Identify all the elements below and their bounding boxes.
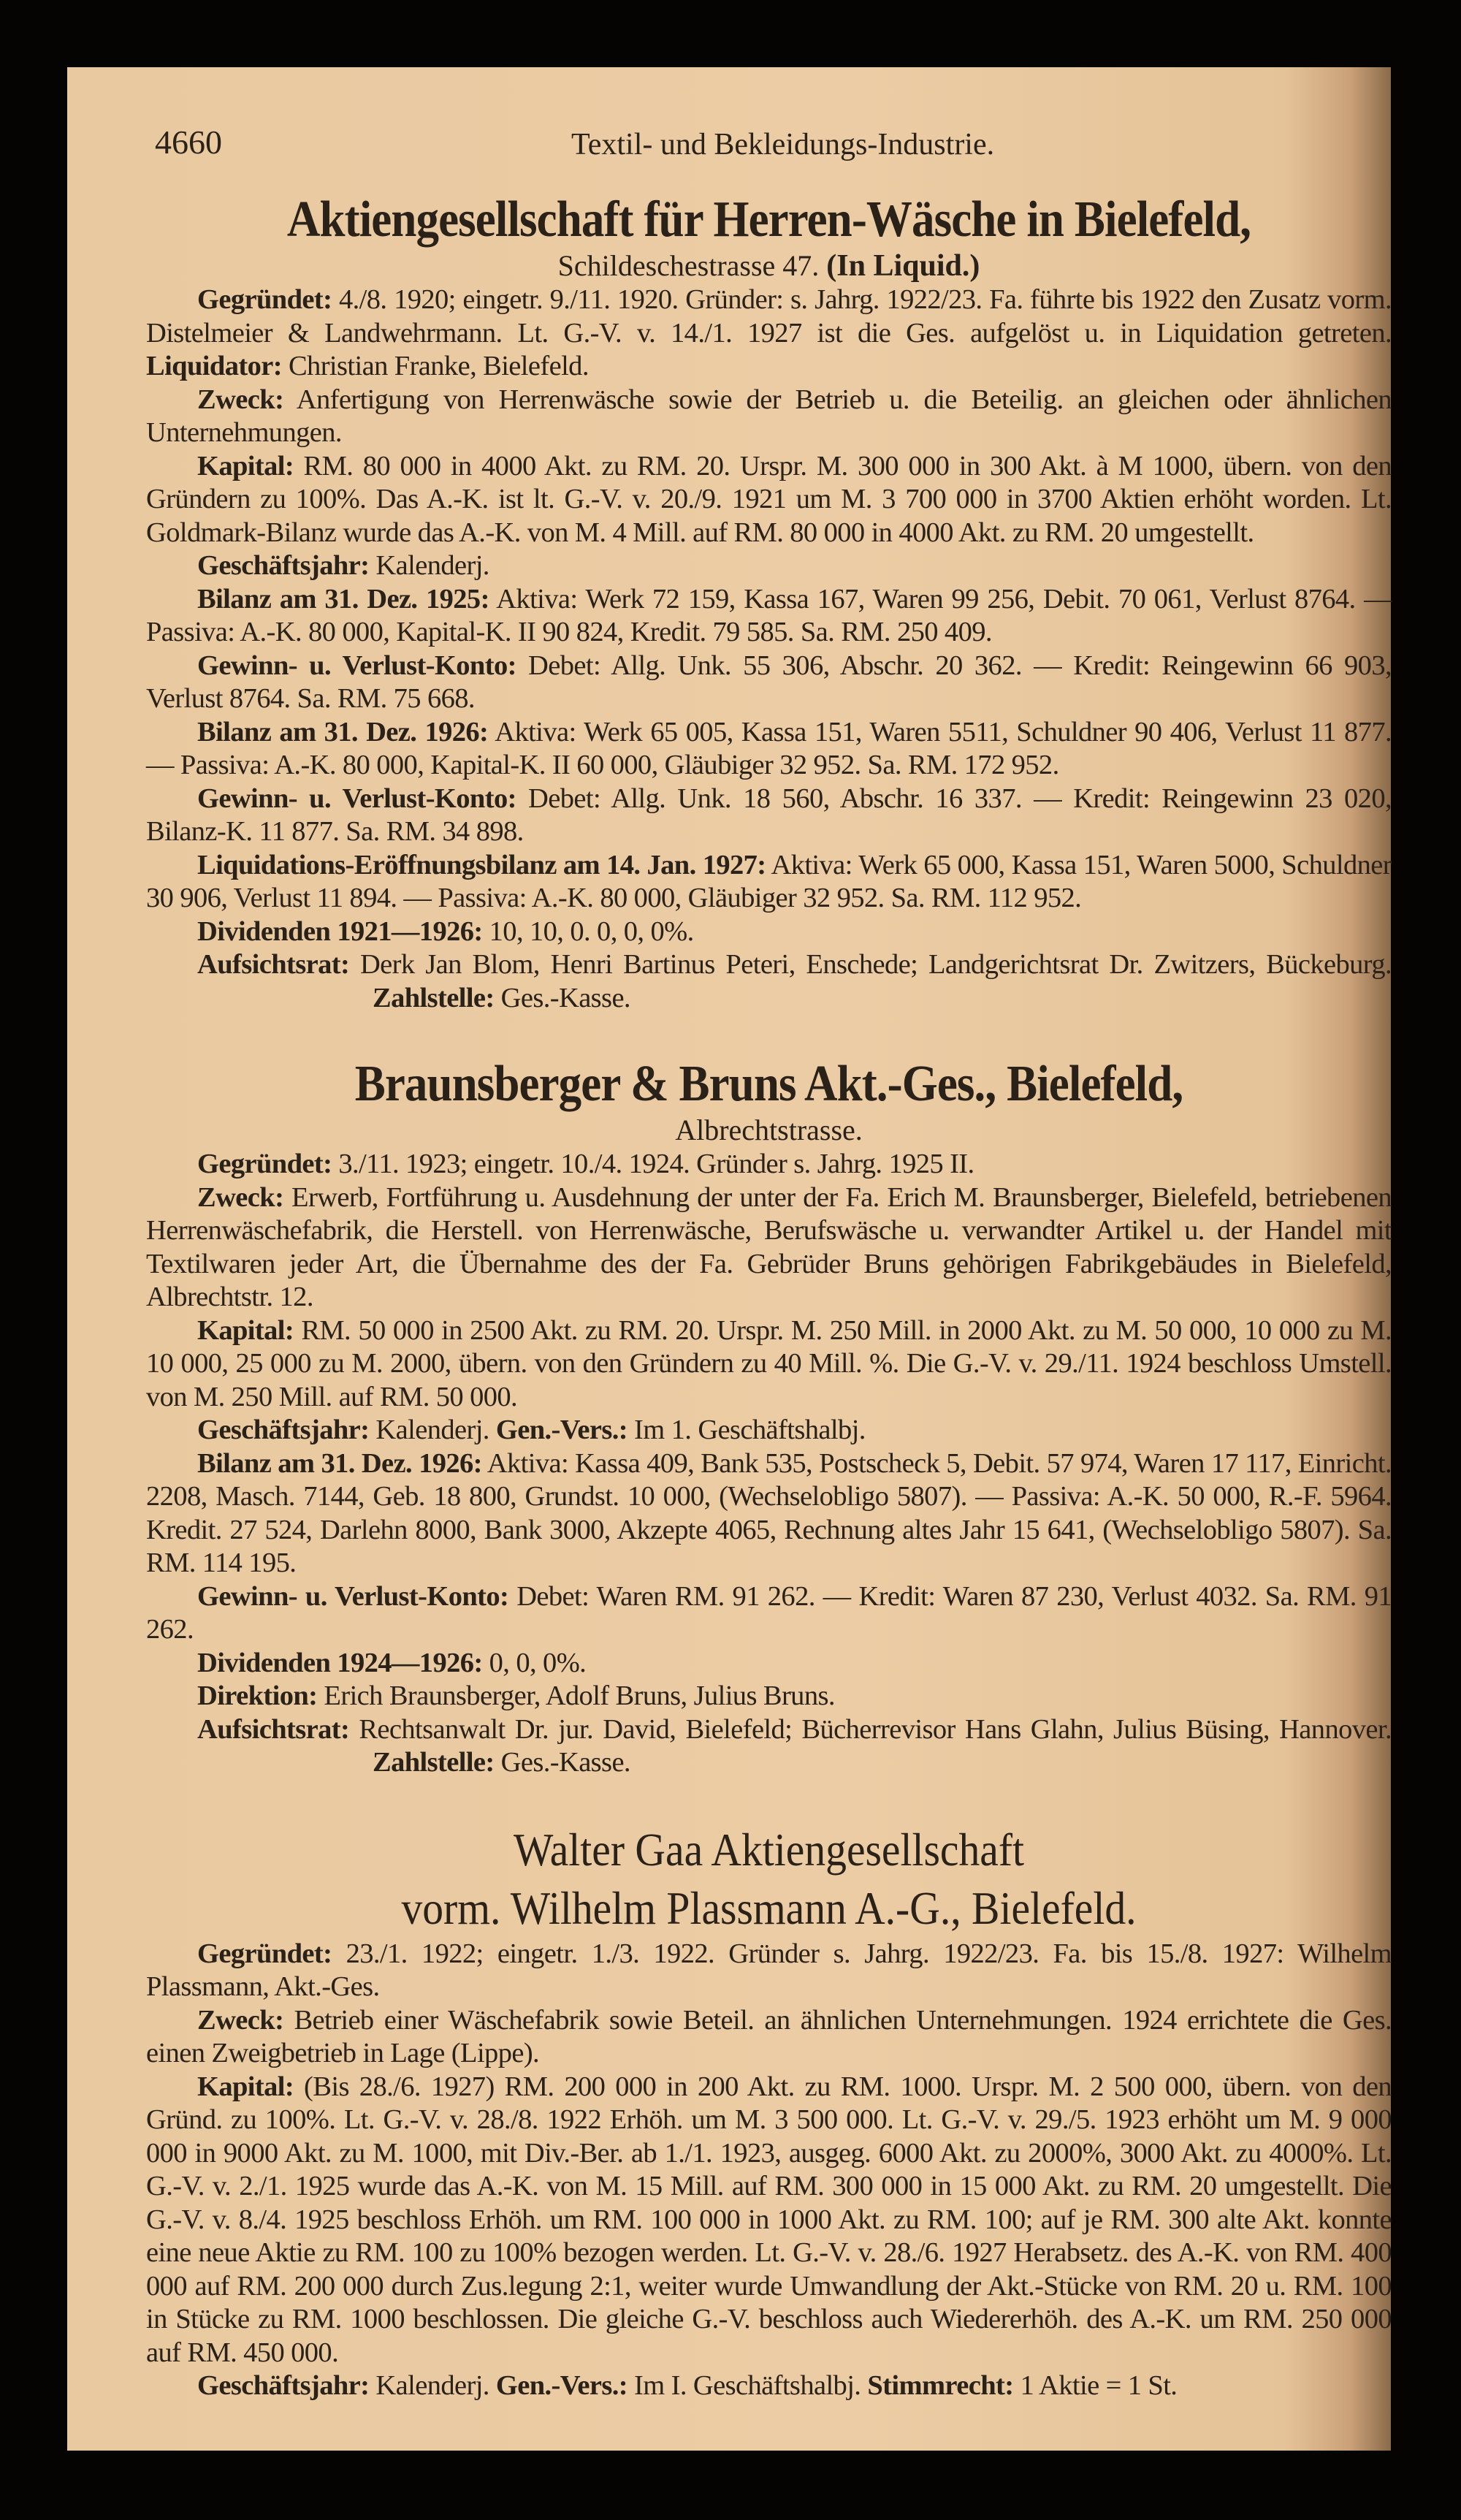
- paragraph-balance-1926: [146, 716, 1392, 783]
- label: Geschäftsjahr:: [197, 2370, 370, 2401]
- company-title: Walter Gaa Aktiengesellschaft: [513, 1823, 1025, 1876]
- text: Im 1. Geschäftshalbj.: [627, 1415, 866, 1445]
- label: Zweck:: [197, 384, 284, 415]
- label: Gegründet:: [197, 1938, 332, 1969]
- paragraph-balance-1925: [146, 583, 1392, 650]
- label: Gen.-Vers.:: [495, 2370, 628, 2401]
- text: Kalenderj.: [369, 2370, 496, 2401]
- text: 1 Aktie = 1 St.: [1013, 2370, 1178, 2401]
- company-entry-braunsberger-bruns: [146, 1056, 1392, 1780]
- text: Anfertigung von Herrenwäsche sowie der Betrieb u. die Beteilig. an gleichen oder ähnlichen Unternehmungen.: [146, 384, 1392, 448]
- company-title-line2: vorm. Wilhelm Plassmann A.-G., Bielefeld.: [401, 1881, 1137, 1934]
- label: Kapital:: [197, 450, 294, 481]
- label: Gegründet:: [197, 1149, 332, 1179]
- paragraph-founded: [146, 283, 1392, 384]
- company-entry-herren-waesche: [146, 191, 1392, 1015]
- text: 10, 10, 0. 0, 0, 0%.: [482, 916, 694, 947]
- label: Kapital:: [197, 2071, 294, 2102]
- company-entry-walter-gaa: [146, 1821, 1392, 2403]
- paragraph-capital: [146, 450, 1392, 550]
- label: Zahlstelle:: [373, 1747, 495, 1778]
- label: Direktion:: [197, 1680, 318, 1711]
- label: Zweck:: [197, 1181, 284, 1213]
- text: Erwerb, Fortführung u. Ausdehnung der unter der Fa. Erich M. Braunsberger, Bielefeld, betriebenen Herrenwäschefabrik, die Herstell. von Herrenwäsche, Berufswäsche u. verwandter Artikel u. der Handel mit Textilwaren jeder Art, die Übernahme des der Fa. Gebrüder Bruns gehörigen Fabrikgebäudes in Bielefeld, Albrechtstr. 12.: [146, 1181, 1392, 1312]
- text: Rechtsanwalt Dr. jur. David, Bielefeld; Bücherrevisor Hans Glahn, Julius Büsing, Hannover.: [349, 1713, 1392, 1745]
- text: 3./11. 1923; eingetr. 10./4. 1924. Gründer s. Jahrg. 1925 II.: [332, 1149, 974, 1179]
- text: Derk Jan Blom, Henri Bartinus Peteri, Enschede; Landgerichtsrat Dr. Zwitzers, Bückeburg.: [349, 949, 1392, 980]
- label: Aufsichtsrat:: [197, 1713, 350, 1745]
- text: 23./1. 1922; eingetr. 1./3. 1922. Gründer s. Jahrg. 1922/23. Fa. bis 15./8. 1927: Wilhelm Plassmann, Akt.-Ges.: [146, 1938, 1392, 2002]
- text: (Bis 28./6. 1927) RM. 200 000 in 200 Akt. zu RM. 1000. Urspr. M. 2 500 000, übern. von den Gründ. zu 100%. Lt. G.-V. v. 28./8. 1922 Erhöh. um M. 3 500 000. Lt. G.-V. v. 29./5. 1923 erhöht um M. 9 000 000 in 9000 Akt. zu M. 1000, mit Div.-Ber. ab 1./1. 1923, ausgeg. 6000 Akt. zu 2000%, 3000 Akt. zu 4000%. Lt. G.-V. v. 2./1. 1925 wurde das A.-K. von M. 15 Mill. auf RM. 300 000 in 15 000 Akt. zu RM. 20 umgestellt. Die G.-V. v. 8./4. 1925 beschloss Erhöh. um RM. 100 000 in 1000 Akt. zu RM. 100; auf je RM. 300 alte Akt. konnte eine neue Aktie zu RM. 100 zu 100% bezogen werden. Lt. G.-V. v. 28./6. 1927 Herabsetz. des A.-K. von RM. 400 000 auf RM. 200 000 durch Zus.legung 2:1, weiter wurde Umwandlung der Akt.-Stücke von RM. 20 u. RM. 100 in Stücke zu RM. 1000 beschlossen. Die gleiche G.-V. beschloss auch Wiedererhöh. des A.-K. um RM. 250 000 auf RM. 450 000.: [146, 2071, 1392, 2368]
- text: Ges.-Kasse.: [494, 982, 630, 1013]
- text: Aktiva: Werk 72 159, Kassa 167, Waren 99 256, Debit. 70 061, Verlust 8764. — Passiva: A.-K. 80 000, Kapital-K. II 90 824, Kredit. 79 585. Sa. RM. 250 409.: [146, 583, 1392, 647]
- text: Kalenderj.: [369, 550, 489, 581]
- address-text: Schildeschestrasse 47.: [557, 249, 820, 282]
- label: Gewinn- u. Verlust-Konto:: [197, 783, 516, 814]
- paragraph-dividends: [146, 916, 1392, 949]
- text: Aktiva: Werk 65 000, Kassa 151, Waren 5000, Schuldner 30 906, Verlust 11 894. — Passiva: A.-K. 80 000, Gläubiger 32 952. Sa. RM. 112 952.: [146, 849, 1392, 913]
- paragraph-liquidation-balance: [146, 849, 1392, 916]
- paragraph-capital: [146, 2071, 1392, 2370]
- paragraph-purpose: [146, 384, 1392, 450]
- company-address: [146, 248, 1392, 283]
- text: Aktiva: Werk 65 005, Kassa 151, Waren 5511, Schuldner 90 406, Verlust 11 877. — Passiva: A.-K. 80 000, Kapital-K. II 60 000, Gläubiger 32 952. Sa. RM. 172 952.: [146, 716, 1392, 780]
- paragraph-purpose: [146, 2004, 1392, 2071]
- paragraph-founded: [146, 1938, 1392, 2004]
- paragraph-pnl-1925: [146, 650, 1392, 716]
- paragraph-pnl: [146, 1580, 1392, 1647]
- paragraph-fiscal-year: [146, 549, 1392, 583]
- text: Aktiva: Kassa 409, Bank 535, Postscheck 5, Debit. 57 974, Waren 17 117, Einricht. 2208, Masch. 7144, Geb. 18 800, Grundst. 10 000, (Wechselobligo 5807). — Passiva: A.-K. 50 000, R.-F. 5964. Kredit. 27 524, Darlehn 8000, Bank 3000, Akzepte 4065, Rechnung altes Jahr 15 641, (Wechselobligo 5807). Sa. RM. 114 195.: [146, 1447, 1392, 1578]
- paragraph-pnl-1926: [146, 783, 1392, 849]
- paragraph-supervisory-board: [146, 948, 1392, 1015]
- text: Im I. Geschäftshalbj.: [627, 2370, 868, 2401]
- liquidation-status: (In Liquid.): [826, 249, 980, 283]
- text: Debet: Allg. Unk. 55 306, Abschr. 20 362. — Kredit: Reingewinn 66 903, Verlust 8764. Sa. RM. 75 668.: [146, 650, 1392, 714]
- label: Liquidations-Eröffnungsbilanz am 14. Jan. 1927:: [197, 849, 766, 880]
- text: Betrieb einer Wäschefabrik sowie Beteil. an ähnlichen Unternehmungen. 1924 errichtete die Ges. einen Zweigbetrieb in Lage (Lippe).: [146, 2004, 1392, 2068]
- label: Zahlstelle:: [373, 982, 495, 1013]
- label: Dividenden 1924—1926:: [197, 1647, 483, 1678]
- label: Bilanz am 31. Dez. 1926:: [197, 716, 489, 747]
- label: Geschäftsjahr:: [197, 1415, 370, 1445]
- label: Zweck:: [197, 2004, 284, 2036]
- text: Debet: Allg. Unk. 18 560, Abschr. 16 337. — Kredit: Reingewinn 23 020, Bilanz-K. 11 877. Sa. RM. 34 898.: [146, 783, 1392, 847]
- running-title: Textil- und Bekleidungs-Industrie.: [571, 128, 995, 161]
- label: Aufsichtsrat:: [197, 949, 350, 980]
- running-header: [155, 123, 1389, 167]
- paragraph-management: [146, 1680, 1392, 1713]
- paragraph-dividends: [146, 1647, 1392, 1680]
- label: Gewinn- u. Verlust-Konto:: [197, 650, 516, 681]
- label: Liquidator:: [146, 351, 282, 381]
- text: Debet: Waren RM. 91 262. — Kredit: Waren 87 230, Verlust 4032. Sa. RM. 91 262.: [146, 1580, 1392, 1645]
- company-title: Braunsberger & Bruns Akt.-Ges., Bielefeld,: [354, 1056, 1183, 1112]
- text: 4./8. 1920; eingetr. 9./11. 1920. Gründer: s. Jahrg. 1922/23. Fa. führte bis 1922 den Zusatz vorm. Distelmeier & Landwehrmann. Lt. G.-V. v. 14./1. 1927 ist die Ges. aufgelöst u. in Liquidation getreten.: [146, 284, 1392, 349]
- label: Gen.-Vers.:: [495, 1415, 628, 1445]
- text: 0, 0, 0%.: [482, 1647, 587, 1678]
- label: Bilanz am 31. Dez. 1925:: [197, 583, 489, 614]
- label: Kapital:: [197, 1314, 294, 1346]
- label: Gegründet:: [197, 284, 332, 315]
- label: Bilanz am 31. Dez. 1926:: [197, 1447, 482, 1479]
- page-number: 4660: [155, 123, 222, 161]
- text: Ges.-Kasse.: [494, 1747, 630, 1778]
- paragraph-capital: [146, 1314, 1392, 1415]
- label: Gewinn- u. Verlust-Konto:: [197, 1580, 509, 1612]
- label: Dividenden 1921—1926:: [197, 916, 483, 947]
- page-body: [146, 191, 1392, 2403]
- label: Stimmrecht:: [867, 2370, 1014, 2401]
- company-address: Albrechtstrasse.: [675, 1114, 863, 1146]
- text: Kalenderj.: [369, 1415, 496, 1445]
- paragraph-purpose: [146, 1181, 1392, 1314]
- paragraph-fiscal-year: [146, 1414, 1392, 1447]
- text: RM. 80 000 in 4000 Akt. zu RM. 20. Urspr. M. 300 000 in 300 Akt. à M 1000, übern. von den Gründern zu 100%. Das A.-K. ist lt. G.-V. v. 20./9. 1921 um M. 3 700 000 in 3700 Aktien erhöht worden. Lt. Goldmark-Bilanz wurde das A.-K. von M. 4 Mill. auf RM. 80 000 in 4000 Akt. zu RM. 20 umgestellt.: [146, 450, 1392, 548]
- text: Christian Franke, Bielefeld.: [281, 351, 589, 381]
- paragraph-balance-1926: [146, 1447, 1392, 1580]
- text: Erich Braunsberger, Adolf Bruns, Julius Bruns.: [317, 1680, 835, 1711]
- company-title: Aktiengesellschaft für Herren-Wäsche in Bielefeld,: [286, 191, 1251, 248]
- paragraph-fiscal-year: [146, 2369, 1392, 2403]
- label: Geschäftsjahr:: [197, 550, 370, 581]
- paragraph-supervisory-board: [146, 1713, 1392, 1780]
- text: RM. 50 000 in 2500 Akt. zu RM. 20. Urspr. M. 250 Mill. in 2000 Akt. zu M. 50 000, 10 000 zu M. 10 000, 25 000 zu M. 2000, übern. von den Gründern zu 40 Mill. %. Die G.-V. v. 29./11. 1924 beschloss Umstell. von M. 250 Mill. auf RM. 50 000.: [146, 1314, 1392, 1412]
- paragraph-founded: [146, 1148, 1392, 1181]
